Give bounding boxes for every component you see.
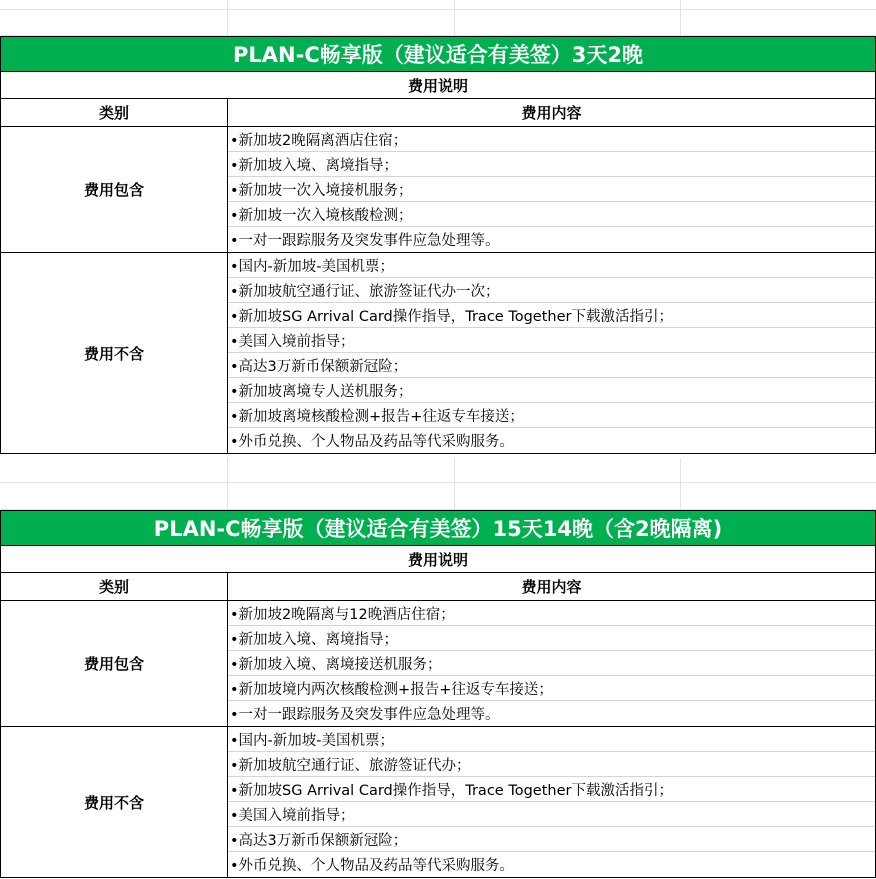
list-item: •美国入境前指导； <box>228 328 875 353</box>
list-item: •新加坡SG Arrival Card操作指导，Trace Together下载激活指引； <box>228 303 875 328</box>
list-item: •新加坡2晚隔离与12晚酒店住宿； <box>228 601 875 626</box>
list-item: •新加坡一次入境核酸检测； <box>228 202 875 227</box>
category-cell: 费用不含 <box>1 727 228 877</box>
list-item: •一对一跟踪服务及突发事件应急处理等。 <box>230 233 500 249</box>
list-item: •新加坡2晚隔离酒店住宿； <box>228 127 875 152</box>
category-column-header: 类别 <box>1 573 228 600</box>
list-item: •新加坡入境、离境指导； <box>228 152 875 177</box>
included-group <box>0 127 876 253</box>
empty-row <box>0 0 876 10</box>
excluded-group <box>0 253 876 454</box>
list-item: •新加坡离境专人送机服务； <box>228 378 875 403</box>
plan-table-2 <box>0 510 876 878</box>
list-item: •国内-新加坡-美国机票； <box>228 727 875 752</box>
category-cell: 费用不含 <box>1 253 228 453</box>
list-item: •美国入境前指导； <box>228 802 875 827</box>
item-list <box>228 601 875 726</box>
plan-title: PLAN-C畅享版（建议适合有美签）15天14晚（含2晚隔离) <box>0 510 876 546</box>
content-column-header: 费用内容 <box>521 104 582 122</box>
list-item: •高达3万新币保额新冠险； <box>228 827 875 852</box>
category-cell: 费用包含 <box>1 127 228 252</box>
list-item: •新加坡航空通行证、旅游签证代办一次； <box>228 278 875 303</box>
empty-row <box>0 458 876 483</box>
list-item: •新加坡航空通行证、旅游签证代办； <box>228 752 875 777</box>
included-group <box>0 601 876 727</box>
category-column-header: 类别 <box>1 99 228 126</box>
item-list <box>228 727 875 877</box>
list-item: •高达3万新币保额新冠险； <box>228 353 875 378</box>
list-item: •新加坡入境、离境指导； <box>228 626 875 651</box>
list-item: •新加坡境内两次核酸检测+报告+往返专车接送； <box>228 676 875 701</box>
list-item: •国内-新加坡-美国机票； <box>228 253 875 278</box>
list-item: •新加坡离境核酸检测+报告+往返专车接送； <box>228 403 875 428</box>
item-list <box>228 127 875 252</box>
content-column-header: 费用内容 <box>521 578 582 596</box>
empty-row <box>0 10 876 36</box>
plan-title: PLAN-C畅享版（建议适合有美签）3天2晚 <box>0 36 876 72</box>
column-header-row <box>0 573 876 601</box>
column-header-row <box>0 99 876 127</box>
list-item: •外币兑换、个人物品及药品等代采购服务。 <box>230 434 515 450</box>
list-item: •外币兑换、个人物品及药品等代采购服务。 <box>230 858 515 874</box>
category-cell: 费用包含 <box>1 601 228 726</box>
item-list <box>228 253 875 453</box>
list-item: •新加坡SG Arrival Card操作指导，Trace Together下载激活指引； <box>228 777 875 802</box>
list-item: •新加坡入境、离境接送机服务； <box>228 651 875 676</box>
excluded-group <box>0 727 876 878</box>
fee-description-heading: 费用说明 <box>0 546 876 573</box>
list-item: •新加坡一次入境接机服务； <box>228 177 875 202</box>
fee-description-heading: 费用说明 <box>0 72 876 99</box>
empty-row <box>0 483 876 510</box>
list-item: •一对一跟踪服务及突发事件应急处理等。 <box>230 707 500 723</box>
plan-table-1 <box>0 36 876 454</box>
